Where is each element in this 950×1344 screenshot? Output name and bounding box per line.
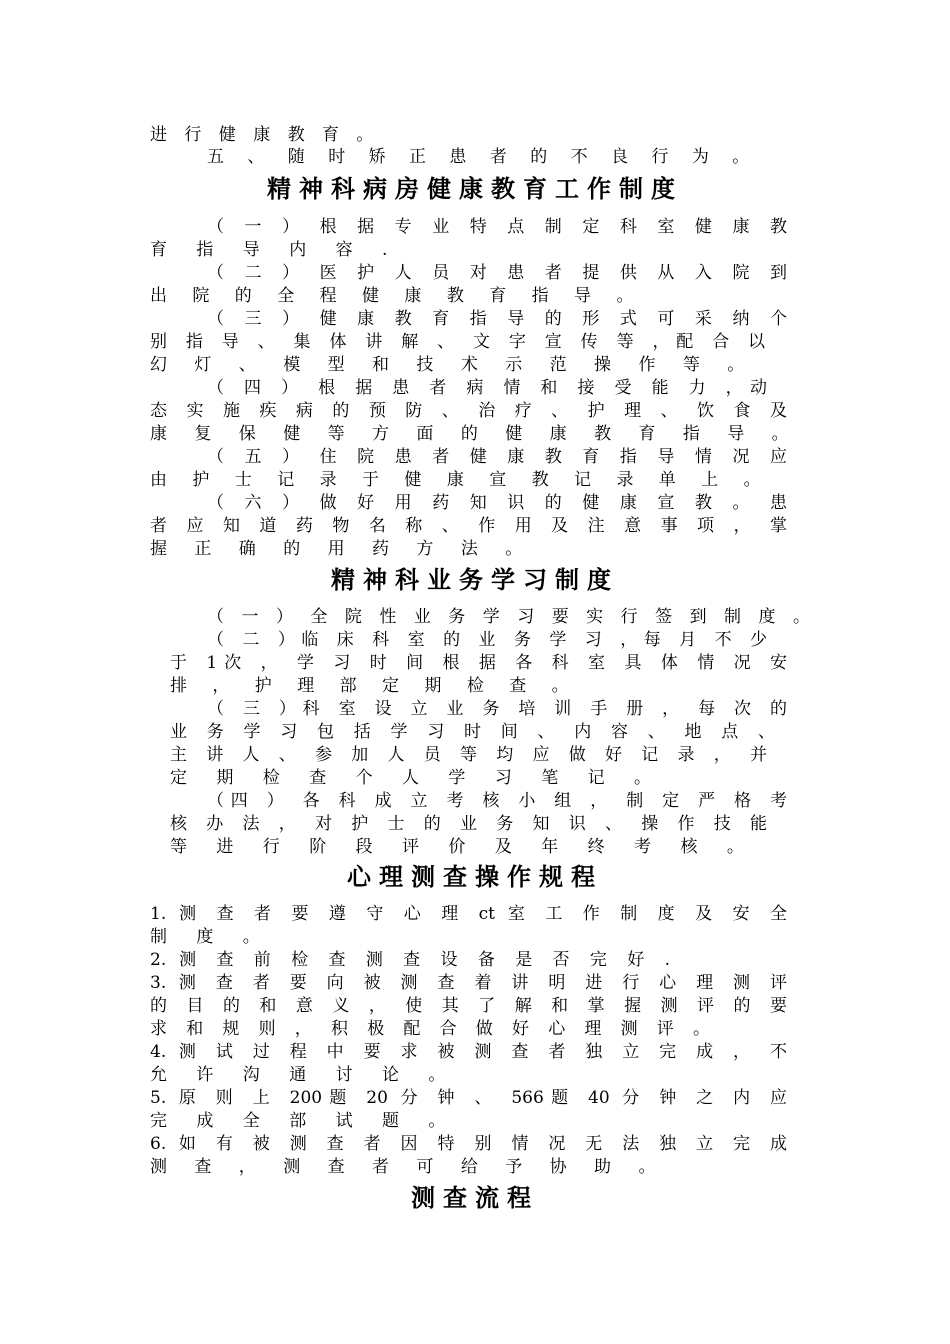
body-text-line: 由 护 士 记 录 于 健 康 宣 教 记 录 单 上 。 [150,470,771,490]
body-text-line: 等 进 行 阶 段 评 价 及 年 终 考 核 。 [170,837,756,857]
body-text-line: （ 四 ） 根 据 患 者 病 情 和 接 受 能 力 ，动 [207,378,767,398]
body-text-line: 允 许 沟 通 讨 论 。 [150,1065,458,1085]
body-text-line: 幻 灯 、 模 型 和 技 术 示 范 操 作 等 。 [150,355,756,375]
body-text-line: 的 目 的 和 意 义 ， 使 其 了 解 和 掌 握 测 评 的 要 [150,996,787,1016]
body-text-line: 排 ， 护 理 部 定 期 检 查 。 [170,676,579,696]
body-text-line: 五 、 随 时 矫 正 患 者 的 不 良 行 为 。 [207,147,759,167]
body-text-line: 6. 如 有 被 测 查 者 因 特 别 情 况 无 法 独 立 完 成 [150,1134,787,1154]
section-title: 精神科病房健康教育工作制度 [267,175,683,203]
body-text-line: 5. 原 则 上 200题 20 分 钟 、 566题 40 分 钟 之 内 应 [150,1088,787,1108]
section-title: 心理测查操作规程 [347,863,603,891]
body-text-line: 握 正 确 的 用 药 方 法 。 [150,539,534,559]
body-text-line: 1. 测 查 者 要 遵 守 心 理 ct 室 工 作 制 度 及 安 全 [150,904,787,924]
body-text-line: 4. 测 试 过 程 中 要 求 被 测 查 者 独 立 完 成 ， 不 [150,1042,787,1062]
body-text-line: （ 二 ） 医 护 人 员 对 患 者 提 供 从 入 院 到 [207,263,787,283]
body-text-line: （ 三 ）科 室 设 立 业 务 培 训 手 册 ， 每 次 的 [207,699,787,719]
body-text-line: 3. 测 查 者 要 向 被 测 查 着 讲 明 进 行 心 理 测 评 [150,973,787,993]
body-text-line: 核 办 法 ， 对 护 士 的 业 务 知 识 、 操 作 技 能 [170,814,767,834]
body-text-line: 别 指 导 、 集 体 讲 解 、 文 字 宣 传 等 ，配 合 以 [150,332,765,352]
body-text-line: （ 三 ） 健 康 教 育 指 导 的 形 式 可 采 纳 个 [207,309,787,329]
body-text-line: 者 应 知 道 药 物 名 称 、 作 用 及 注 意 事 项 ， 掌 [150,516,787,536]
body-text-line: 育 指 导 内 容 . [150,240,400,260]
body-text-line: 完 成 全 部 试 题 。 [150,1111,458,1131]
body-text-line: 主 讲 人 、 参 加 人 员 等 均 应 做 好 记 录 ， 并 [170,745,767,765]
section-title: 精神科业务学习制度 [331,566,619,594]
body-text-line: 2. 测 查 前 检 查 测 查 设 备 是 否 完 好 . [150,950,670,970]
body-text-line: 业 务 学 习 包 括 学 习 时 间 、 内 容 、 地 点 、 [170,722,775,742]
body-text-line: 进 行 健 康 教 育 。 [150,125,380,145]
body-text-line: （ 一 ） 根 据 专 业 特 点 制 定 科 室 健 康 教 [207,217,787,237]
body-text-line: 于 1次 ， 学 习 时 间 根 据 各 科 室 具 体 情 况 安 [170,653,787,673]
body-text-line: （ 五 ） 住 院 患 者 健 康 教 育 指 导 情 况 应 [207,447,787,467]
body-text-line: （ 二 ）临 床 科 室 的 业 务 学 习 ，每 月 不 少 [207,630,767,650]
body-text-line: （ 六 ） 做 好 用 药 知 识 的 健 康 宣 教 。 患 [207,493,787,513]
section-title: 测查流程 [411,1184,539,1212]
body-text-line: （四 ） 各 科 成 立 考 核 小 组 ， 制 定 严 格 考 [207,791,787,811]
body-text-line: 制 度 。 [150,927,272,947]
body-text-line: 定 期 检 查 个 人 学 习 笔 记 。 [170,768,664,788]
body-text-line: 态 实 施 疾 病 的 预 防 、 治 疗 、 护 理 、 饮 食 及 [150,401,787,421]
body-text-line: 测 查 ， 测 查 者 可 给 予 协 助 。 [150,1157,667,1177]
body-text-line: 康 复 保 健 等 方 面 的 健 康 教 育 指 导 。 [150,424,800,444]
body-text-line: 求 和 规 则 ， 积 极 配 合 做 好 心 理 测 评 。 [150,1019,710,1039]
body-text-line: （ 一 ） 全 院 性 业 务 学 习 要 实 行 签 到 制 度 。 [207,607,810,627]
body-text-line: 出 院 的 全 程 健 康 教 育 指 导 。 [150,286,644,306]
